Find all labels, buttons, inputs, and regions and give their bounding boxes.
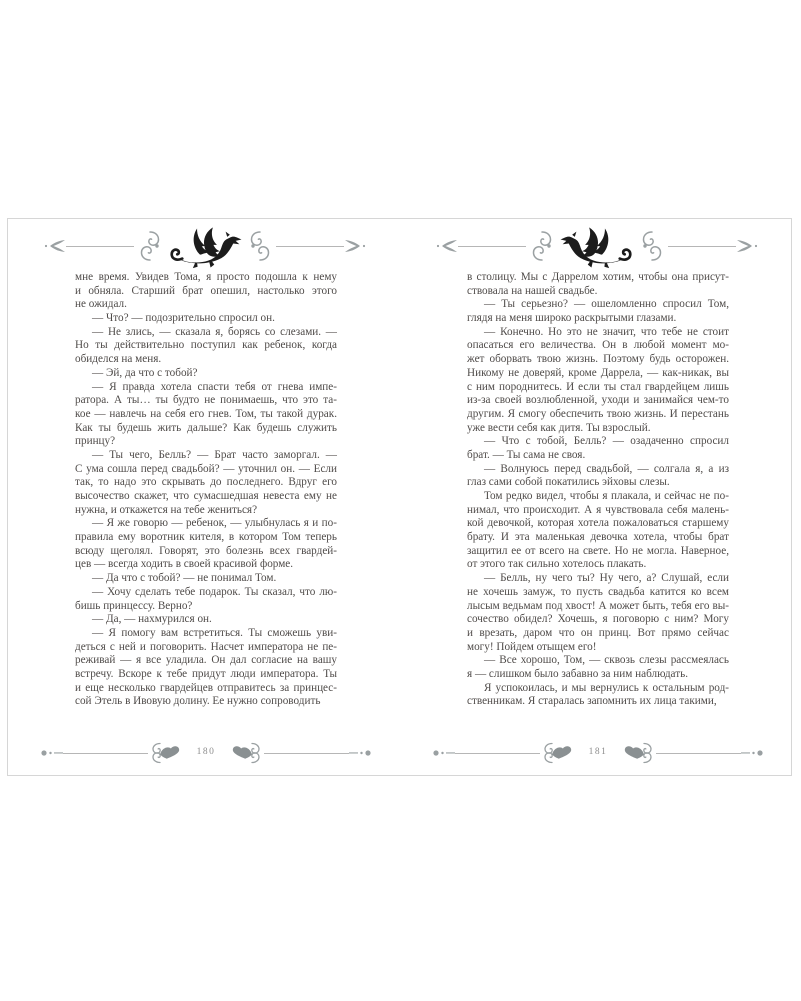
text-line: нужна, и откажется на тебе жениться? (75, 503, 258, 516)
chapter-header-ornament (44, 224, 366, 268)
text-line: сочество обидел? Хочешь, я поговорю с ним? Могу (467, 613, 729, 626)
text-line: глаз сами собой покатились эйховы слезы. (467, 476, 670, 489)
text-line: ственникам. Я старалась запомнить их лица такими, (467, 695, 717, 708)
footer-rule (264, 753, 349, 754)
text-line: — Ты чего, Белль? — Брат часто заморгал. — (92, 448, 337, 461)
book-page (8, 219, 400, 775)
leaf-fleuron-icon (44, 239, 66, 253)
page-number: 181 (588, 747, 608, 758)
leaf-fleuron-icon (736, 239, 758, 253)
spiral-heart-flourish-icon (152, 742, 180, 764)
text-line: — Ты серьезно? — ошеломленно спросил Том, (484, 298, 729, 311)
text-line: — Я правда хотела спасти тебя от гнева импе- (92, 380, 337, 393)
spiral-heart-flourish-icon (544, 742, 572, 764)
text-line: — Волнуюсь перед свадьбой, — солгала я, а из (484, 462, 729, 475)
dragon-ornament-icon (560, 225, 634, 271)
text-line: уже вести себя как дитя. Ты взрослый. (467, 421, 651, 434)
scroll-flourish-icon (250, 230, 270, 262)
text-line: в столицу. Мы с Даррелом хотим, чтобы она присут- (467, 271, 729, 283)
leaf-fleuron-icon (344, 239, 366, 253)
text-line: Я успокоилась, и мы вернулись к остальным род- (484, 681, 729, 694)
text-line: — Хочу сделать тебе подарок. Ты сказал, что лю- (92, 585, 337, 598)
text-line: — Все хорошо, Том, — сквозь слезы рассмеялась (484, 654, 729, 667)
spiral-heart-flourish-icon (624, 742, 652, 764)
text-line: — Что? — подозрительно спросил он. (92, 312, 275, 325)
footer-rule (656, 753, 741, 754)
text-line: другим. Я смогу обеспечить твою жизнь. И перестань (467, 407, 729, 420)
text-line: нимал, что происходит. А я чувствовала себя малень- (467, 503, 729, 516)
page-number: 180 (196, 747, 216, 758)
text-line: правила ему воротник кителя, в котором Том теперь (75, 531, 337, 544)
text-line: всюду щеголял. Говорят, это болезнь всех гвардей- (75, 544, 337, 557)
header-rule (276, 246, 344, 247)
text-line: не ожидал. (75, 298, 127, 311)
text-line: Как ты будешь жить дальше? Как будешь служить (75, 421, 337, 434)
text-line: глядя на меня широко раскрытыми глазами. (467, 312, 677, 325)
text-line: цев — всегда ходить в своей красивой форме. (75, 558, 294, 571)
page-footer (433, 743, 763, 763)
page-text (467, 271, 729, 709)
text-line: брат. — Ты сама не своя. (467, 448, 586, 461)
text-line: и еще несколько гвардейцев отправитесь за принцес- (75, 681, 337, 694)
text-line: высочество скажет, что сумасшедшая невеста ему не (75, 490, 337, 502)
header-rule (458, 246, 526, 247)
text-line: брату. И эта маленькая девочка хотела, чтобы брат (467, 531, 729, 544)
text-line: — Я помогу вам встретиться. Ты сможешь уви- (92, 626, 337, 639)
text-line: с ним породнитесь. И если ты стал гвардейцем лишь (467, 380, 729, 393)
text-line: защитил ее от всего на свете. Но не могла. Наверное, (467, 544, 729, 557)
text-line: не хочешь замуж, то пусть свадьба катится ко всем (467, 585, 729, 598)
text-line: обиделся на меня. (75, 353, 162, 366)
text-line: встречу. Вскоре к тебе придут люди императора. Ты (75, 667, 337, 680)
text-line: от этого так сильно хотелось плакать. (467, 558, 647, 571)
page-footer (41, 743, 371, 763)
text-line: — Да что с тобой? — не понимал Том. (92, 572, 277, 585)
text-line: и врезать, даром что он принц. Вот прямо сейчас (467, 626, 729, 639)
text-line: кой девочкой, которая хотела пожаловаться старшему (467, 517, 729, 530)
footer-rule (63, 753, 148, 754)
text-line: так, то надо это скрывать до последнего. Вдруг его (75, 476, 337, 489)
text-line: Никому не доверяй, кроме Даррела, — как-никак, вы (467, 366, 729, 379)
book-page (400, 219, 792, 775)
text-line: кое — навлечь на себя его гнев. Том, ты такой дурак. (75, 407, 337, 420)
dot-dash-terminal-icon (349, 748, 371, 758)
text-line: могу! Пойдем отыщем его! (467, 640, 597, 653)
text-line: — Да, — нахмурился он. (92, 613, 212, 626)
text-line: — Что с тобой, Белль? — озадаченно спросил (484, 435, 729, 448)
header-rule (668, 246, 736, 247)
text-line: лысым ведьмам под хвост! А может быть, тебя его вы- (467, 599, 729, 612)
scroll-flourish-icon (140, 230, 160, 262)
spiral-heart-flourish-icon (232, 742, 260, 764)
scroll-flourish-icon (642, 230, 662, 262)
text-line: — Я же говорю — ребенок, — улыбнулась я и по- (92, 517, 337, 530)
dot-dash-terminal-icon (741, 748, 763, 758)
text-line: из-за своей возлюбленной, уходи и занимайся чем-то (467, 394, 729, 407)
text-line: С ума сошла перед свадьбой? — уточнил он. — Если (75, 462, 337, 475)
dot-dash-terminal-icon (41, 748, 63, 758)
text-line: Но ты действительно поступил как ребенок, когда (75, 339, 337, 352)
footer-rule (455, 753, 540, 754)
text-line: — Не злись, — сказала я, борясь со слезами. — (92, 325, 337, 338)
text-line: — Белль, ну чего ты? Ну чего, а? Слушай, если (484, 572, 729, 585)
text-line: я — слишком было забавно за ним наблюдать. (467, 667, 689, 680)
page-text (75, 271, 337, 709)
text-line: Том редко видел, чтобы я плакала, и сейчас не по- (484, 490, 729, 502)
text-line: принцу? (75, 435, 116, 448)
text-line: деться с ней и поговорить. Насчет императора не пе- (75, 640, 337, 653)
text-line: опасаться его величества. Он в любой момент мо- (467, 339, 729, 352)
header-rule (66, 246, 134, 247)
text-line: ствовала на нашей свадьбе. (467, 284, 598, 297)
text-line: ратора. А ты… ты будто не понимаешь, что это та- (75, 394, 337, 407)
dragon-ornament-icon (168, 225, 242, 271)
chapter-header-ornament (436, 224, 758, 268)
book-spread (7, 218, 792, 776)
text-line: и обняла. Старший брат опешил, настолько этого (75, 284, 337, 297)
dot-dash-terminal-icon (433, 748, 455, 758)
text-line: жет оборвать твою жизнь. Поэтому будь осторожен. (467, 353, 729, 366)
text-line: — Конечно. Но это не значит, что тебе не стоит (484, 325, 729, 338)
scroll-flourish-icon (532, 230, 552, 262)
text-line: реживай — я все уладила. Он дал согласие на вашу (75, 654, 337, 667)
text-line: — Эй, да что с тобой? (92, 366, 198, 379)
text-line: сой Этель в Ивовую долину. Ее нужно сопроводить (75, 695, 321, 708)
leaf-fleuron-icon (436, 239, 458, 253)
text-line: мне время. Увидев Тома, я просто подошла к нему (75, 271, 337, 283)
text-line: бишь принцессу. Верно? (75, 599, 193, 612)
